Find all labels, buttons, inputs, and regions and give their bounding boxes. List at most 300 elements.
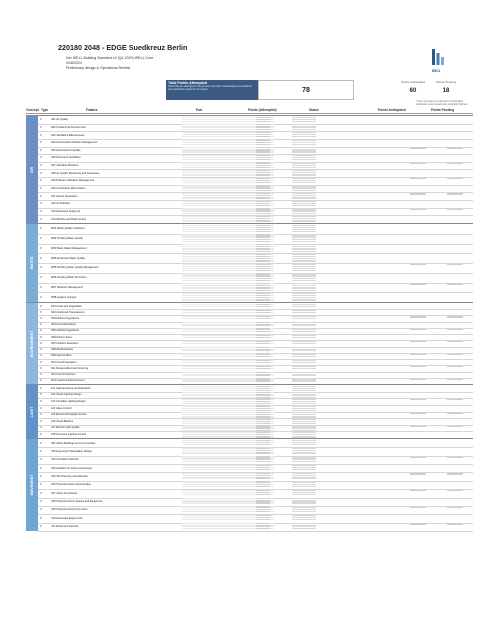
status-cell <box>292 213 316 214</box>
status-cell <box>292 362 316 363</box>
pending-cell <box>447 399 463 400</box>
points-cell <box>256 299 270 300</box>
status-cell <box>292 324 316 325</box>
achieved-cell <box>410 341 426 342</box>
points-cell <box>256 170 270 171</box>
status-cell <box>292 432 316 433</box>
points-cell <box>256 241 270 242</box>
feature-type: O <box>40 379 43 383</box>
status-cell <box>292 343 316 344</box>
status-cell <box>292 414 316 415</box>
points-cell <box>256 399 270 400</box>
feature-type: O <box>40 433 43 437</box>
feature-type: O <box>40 491 43 495</box>
status-cell <box>292 201 316 202</box>
status-cell <box>292 467 316 468</box>
status-cell <box>292 167 316 168</box>
points-cell <box>256 229 270 230</box>
status-cell <box>292 331 316 332</box>
status-cell <box>292 283 316 284</box>
achieved-cell <box>410 507 426 508</box>
pending-cell <box>447 473 463 474</box>
status-cell <box>292 270 316 271</box>
status-cell <box>292 234 316 235</box>
status-cell <box>292 239 316 240</box>
feature-type: P <box>40 449 42 453</box>
feature-type: O <box>40 187 43 190</box>
concept-section-movement <box>26 438 473 531</box>
status-cell <box>292 285 316 286</box>
status-cell <box>292 341 316 342</box>
status-cell <box>292 236 316 237</box>
status-cell <box>292 511 316 512</box>
status-cell <box>292 448 316 449</box>
feature-name: V01 Active Buildings and Communities <box>51 441 96 445</box>
feature-name: L02 Visual Lighting Design <box>51 393 82 397</box>
feature-name: W06 Drinking Water Promotion <box>51 276 87 280</box>
status-cell <box>292 304 316 305</box>
points-cell <box>256 467 270 468</box>
achieved-cell <box>410 490 426 491</box>
points-cell <box>256 362 270 363</box>
status-cell <box>292 190 316 191</box>
status-cell <box>292 136 316 137</box>
points-cell <box>256 275 270 276</box>
status-cell <box>292 378 316 379</box>
points-cell <box>256 458 270 459</box>
status-cell <box>292 178 316 179</box>
status-cell <box>292 134 316 135</box>
feature-name: W07 Moisture Management <box>51 285 83 289</box>
status-cell <box>292 349 316 350</box>
points-cell <box>256 440 270 441</box>
points-cell <box>256 481 270 482</box>
points-cell <box>256 124 270 125</box>
points-cell <box>256 506 270 507</box>
points-cell <box>256 218 270 219</box>
status-cell <box>292 312 316 313</box>
points-cell <box>256 388 270 389</box>
status-cell <box>292 519 316 520</box>
feature-type: O <box>40 341 43 345</box>
points-cell <box>256 525 270 526</box>
feature-type: P <box>40 237 42 241</box>
feature-type: O <box>40 475 43 479</box>
feature-type: O <box>40 508 43 512</box>
feature-type: O <box>40 194 43 198</box>
pending-cell <box>447 507 463 508</box>
points-cell <box>256 260 270 261</box>
status-cell <box>292 195 316 196</box>
points-cell <box>256 450 270 451</box>
feature-type: O <box>40 295 43 299</box>
status-cell <box>292 205 316 206</box>
points-cell <box>256 500 270 501</box>
points-cell <box>256 498 270 499</box>
feature-name: V08 Physical Activity Spaces and Equipment <box>51 500 103 504</box>
feature-name: A07 Operable Windows <box>51 164 79 168</box>
points-cell <box>256 159 270 160</box>
status-cell <box>292 509 316 510</box>
status-cell <box>292 197 316 198</box>
points-cell <box>256 174 270 175</box>
feature-type: O <box>40 373 43 377</box>
points-cell <box>256 155 270 156</box>
points-cell <box>256 452 270 453</box>
points-cell <box>256 268 270 269</box>
concept-label-nourishment <box>26 303 38 384</box>
feature-type: O <box>40 348 43 352</box>
concept-name: MOVEMENT <box>30 474 34 496</box>
points-cell <box>256 225 270 226</box>
status-cell <box>292 174 316 175</box>
status-cell <box>292 216 316 217</box>
feature-type: O <box>40 209 43 213</box>
feature-name: N04 Food Advertising <box>51 323 76 327</box>
points-cell <box>256 469 270 470</box>
points-cell <box>256 287 270 288</box>
achieved-cell <box>410 264 426 265</box>
feature-type: O <box>40 500 43 504</box>
status-cell <box>292 185 316 186</box>
feature-type: O <box>40 458 43 462</box>
concept-label-movement <box>26 439 38 531</box>
points-cell <box>256 136 270 137</box>
total-points-title: Total Points Attempted <box>168 81 207 85</box>
points-cell <box>256 216 270 217</box>
feature-type: O <box>40 406 43 410</box>
status-cell <box>292 318 316 319</box>
status-cell <box>292 241 316 242</box>
points-cell <box>256 442 270 443</box>
feature-type: O <box>40 354 43 358</box>
points-cell <box>256 310 270 311</box>
points-cell <box>256 366 270 367</box>
feature-name: N02 Nutritional Transparency <box>51 310 85 314</box>
feature-name: V02 Ergonomic Workstation Design <box>51 449 92 453</box>
status-cell <box>292 316 316 317</box>
points-cell <box>256 324 270 325</box>
status-cell <box>292 187 316 188</box>
points-cell <box>256 461 270 462</box>
feature-name: A01 Air Quality <box>51 118 69 122</box>
points-cell <box>256 509 270 510</box>
points-cell <box>256 408 270 409</box>
pending-cell <box>447 341 463 342</box>
feature-type: O <box>40 202 43 206</box>
feature-name: L01 Light Exposure and Education <box>51 386 91 390</box>
points-cell <box>256 295 270 296</box>
feature-type: O <box>40 256 43 260</box>
pending-cell <box>447 316 463 317</box>
points-cell <box>256 494 270 495</box>
pending-cell <box>447 178 463 179</box>
status-cell <box>292 368 316 369</box>
subtitle-standard: Der WELL Building Standard v2 (Q4 2020) WELL Core <box>66 56 154 60</box>
status-cell <box>292 528 316 529</box>
feature-name: L07 Electric Light Quality <box>51 426 80 430</box>
points-cell <box>256 347 270 348</box>
achieved-cell <box>410 473 426 474</box>
pending-cell <box>447 209 463 210</box>
achieved-cell <box>410 523 426 524</box>
status-cell <box>292 366 316 367</box>
feature-type: O <box>40 426 43 430</box>
points-cell <box>256 477 270 478</box>
status-cell <box>292 142 316 143</box>
feature-type: O <box>40 366 43 370</box>
status-cell <box>292 502 316 503</box>
status-cell <box>292 388 316 389</box>
feature-name: W02 Drinking Water Quality <box>51 237 83 241</box>
achieved-cell <box>410 163 426 164</box>
status-cell <box>292 405 316 406</box>
achieved-cell <box>410 316 426 317</box>
points-cell <box>256 234 270 235</box>
status-cell <box>292 203 316 204</box>
points-cell <box>256 328 270 329</box>
points-cell <box>256 372 270 373</box>
points-cell <box>256 285 270 286</box>
feature-name: L06 Visual Balance <box>51 419 74 423</box>
status-cell <box>292 450 316 451</box>
achieved-cell <box>410 147 426 148</box>
points-cell <box>256 244 270 245</box>
points-cell <box>256 349 270 350</box>
achieved-cell <box>410 193 426 194</box>
points-cell <box>256 456 270 457</box>
status-cell <box>292 124 316 125</box>
status-cell <box>292 481 316 482</box>
feature-name: L08 Occupant Lighting Control <box>51 433 87 437</box>
feature-name: A11 Source Separation <box>51 194 78 198</box>
status-cell <box>292 515 316 516</box>
status-cell <box>292 266 316 267</box>
status-cell <box>292 293 316 294</box>
feature-type: O <box>40 413 43 417</box>
status-cell <box>292 246 316 247</box>
status-cell <box>292 374 316 375</box>
points-cell <box>256 414 270 415</box>
status-cell <box>292 394 316 395</box>
status-cell <box>292 278 316 279</box>
concept-section-light <box>26 384 473 438</box>
feature-name: N05 Artificial Ingredients <box>51 329 79 333</box>
status-cell <box>292 225 316 226</box>
feature-name: A14 Microbe and Mold Control <box>51 217 87 221</box>
feature-type: P <box>40 246 42 250</box>
status-cell <box>292 162 316 163</box>
feature-name: N03 Refined Ingredients <box>51 316 79 320</box>
status-cell <box>292 475 316 476</box>
points-cell <box>256 306 270 307</box>
points-cell <box>256 134 270 135</box>
points-achieved-value: 60 <box>409 88 417 94</box>
points-cell <box>256 264 270 265</box>
feature-name: L05 Enhanced Daylight Access <box>51 413 87 417</box>
achieved-cell <box>410 399 426 400</box>
pending-cell <box>447 412 463 413</box>
points-cell <box>256 213 270 214</box>
pending-cell <box>447 354 463 355</box>
points-cell <box>256 126 270 127</box>
status-cell <box>292 492 316 493</box>
feature-name: V03 Circulation Network <box>51 458 79 462</box>
feature-name: V06 Physical Activity Opportunities <box>51 483 91 487</box>
status-cell <box>292 444 316 445</box>
feature-type: O <box>40 164 43 168</box>
points-cell <box>256 419 270 420</box>
points-summary <box>166 80 396 100</box>
feature-type: O <box>40 419 43 423</box>
pending-cell <box>447 523 463 524</box>
status-cell <box>292 412 316 413</box>
points-cell <box>256 427 270 428</box>
feature-type: O <box>40 148 43 152</box>
achieved-cell <box>410 412 426 413</box>
points-cell <box>256 236 270 237</box>
points-cell <box>256 343 270 344</box>
feature-type: O <box>40 276 43 280</box>
points-pending-value: 18 <box>442 88 450 94</box>
points-cell <box>256 227 270 228</box>
points-cell <box>256 273 270 274</box>
points-cell <box>256 502 270 503</box>
points-cell <box>256 147 270 148</box>
status-cell <box>292 469 316 470</box>
feature-name: V04 Facilities for Active Commuters <box>51 466 92 470</box>
points-cell <box>256 360 270 361</box>
status-cell <box>292 147 316 148</box>
feature-type: O <box>40 483 43 487</box>
points-cell <box>256 129 270 130</box>
points-cell <box>256 386 270 387</box>
status-cell <box>292 248 316 249</box>
status-cell <box>292 251 316 252</box>
status-cell <box>292 408 316 409</box>
points-cell <box>256 205 270 206</box>
subtitle-date: 3/16/2024 <box>66 61 82 65</box>
status-cell <box>292 220 316 221</box>
points-cell <box>256 394 270 395</box>
points-pending-label: Points Pending <box>435 80 457 84</box>
points-cell <box>256 256 270 257</box>
feature-type: P <box>40 141 42 145</box>
points-cell <box>256 297 270 298</box>
feature-type: P <box>40 310 42 314</box>
points-cell <box>256 473 270 474</box>
feature-name: V11 Movement Network <box>51 525 79 529</box>
points-cell <box>256 318 270 319</box>
concept-name: LIGHT <box>30 406 34 417</box>
feature-type: O <box>40 516 43 520</box>
points-cell <box>256 448 270 449</box>
status-cell <box>292 442 316 443</box>
status-cell <box>292 295 316 296</box>
status-cell <box>292 490 316 491</box>
feature-name: V09 Physical Activity Promotion <box>51 508 88 512</box>
status-cell <box>292 427 316 428</box>
feature-name: W08 Hygiene Support <box>51 295 77 299</box>
status-cell <box>292 506 316 507</box>
status-cell <box>292 419 316 420</box>
points-cell <box>256 353 270 354</box>
points-cell <box>256 337 270 338</box>
points-cell <box>256 210 270 211</box>
col-type: Type <box>41 108 49 112</box>
points-cell <box>256 142 270 143</box>
status-cell <box>292 500 316 501</box>
points-cell <box>256 378 270 379</box>
status-cell <box>292 119 316 120</box>
col-status: Status <box>309 108 319 112</box>
status-cell <box>292 347 316 348</box>
status-cell <box>292 452 316 453</box>
points-cell <box>256 425 270 426</box>
status-cell <box>292 335 316 336</box>
points-cell <box>256 322 270 323</box>
project-title: 220180 2048 - EDGE Suedkreuz Berlin <box>58 43 188 52</box>
feature-name: N07 Nutrition Education <box>51 341 79 345</box>
status-cell <box>292 290 316 291</box>
points-cell <box>256 331 270 332</box>
points-cell <box>256 117 270 118</box>
points-cell <box>256 341 270 342</box>
points-cell <box>256 475 270 476</box>
points-cell <box>256 511 270 512</box>
points-cell <box>256 151 270 152</box>
status-cell <box>292 172 316 173</box>
status-cell <box>292 477 316 478</box>
points-cell <box>256 231 270 232</box>
status-cell <box>292 260 316 261</box>
points-cell <box>256 172 270 173</box>
achieved-cell <box>410 457 426 458</box>
achieved-cell <box>410 379 426 380</box>
feature-name: A10 Combustion Minimization <box>51 187 86 190</box>
concept-label-light <box>26 385 38 438</box>
feature-name: A12 Air Filtration <box>51 202 71 206</box>
feature-name: V10 Enhanced Ergonomics <box>51 516 83 520</box>
feature-name: N09 Special Diets <box>51 354 72 358</box>
status-cell <box>292 139 316 140</box>
concept-label-air <box>26 116 38 223</box>
points-cell <box>256 180 270 181</box>
status-cell <box>292 337 316 338</box>
points-cell <box>256 132 270 133</box>
points-cell <box>256 412 270 413</box>
feature-name: V07 Active Furnishings <box>51 491 78 495</box>
points-cell <box>256 197 270 198</box>
status-cell <box>292 458 316 459</box>
points-cell <box>256 517 270 518</box>
points-cell <box>256 293 270 294</box>
status-cell <box>292 399 316 400</box>
total-points-desc: Points that are attempted to be pursued; the total of all attempted preconditions and optimization points for the project <box>168 85 252 91</box>
points-cell <box>256 421 270 422</box>
status-cell <box>292 461 316 462</box>
points-cell <box>256 290 270 291</box>
status-cell <box>292 484 316 485</box>
points-cell <box>256 187 270 188</box>
pending-cell <box>447 426 463 427</box>
points-cell <box>256 266 270 267</box>
points-cell <box>256 190 270 191</box>
points-cell <box>256 178 270 179</box>
feature-name: W03 Basic Water Management <box>51 246 87 250</box>
status-cell <box>292 434 316 435</box>
feature-type: O <box>40 335 43 339</box>
